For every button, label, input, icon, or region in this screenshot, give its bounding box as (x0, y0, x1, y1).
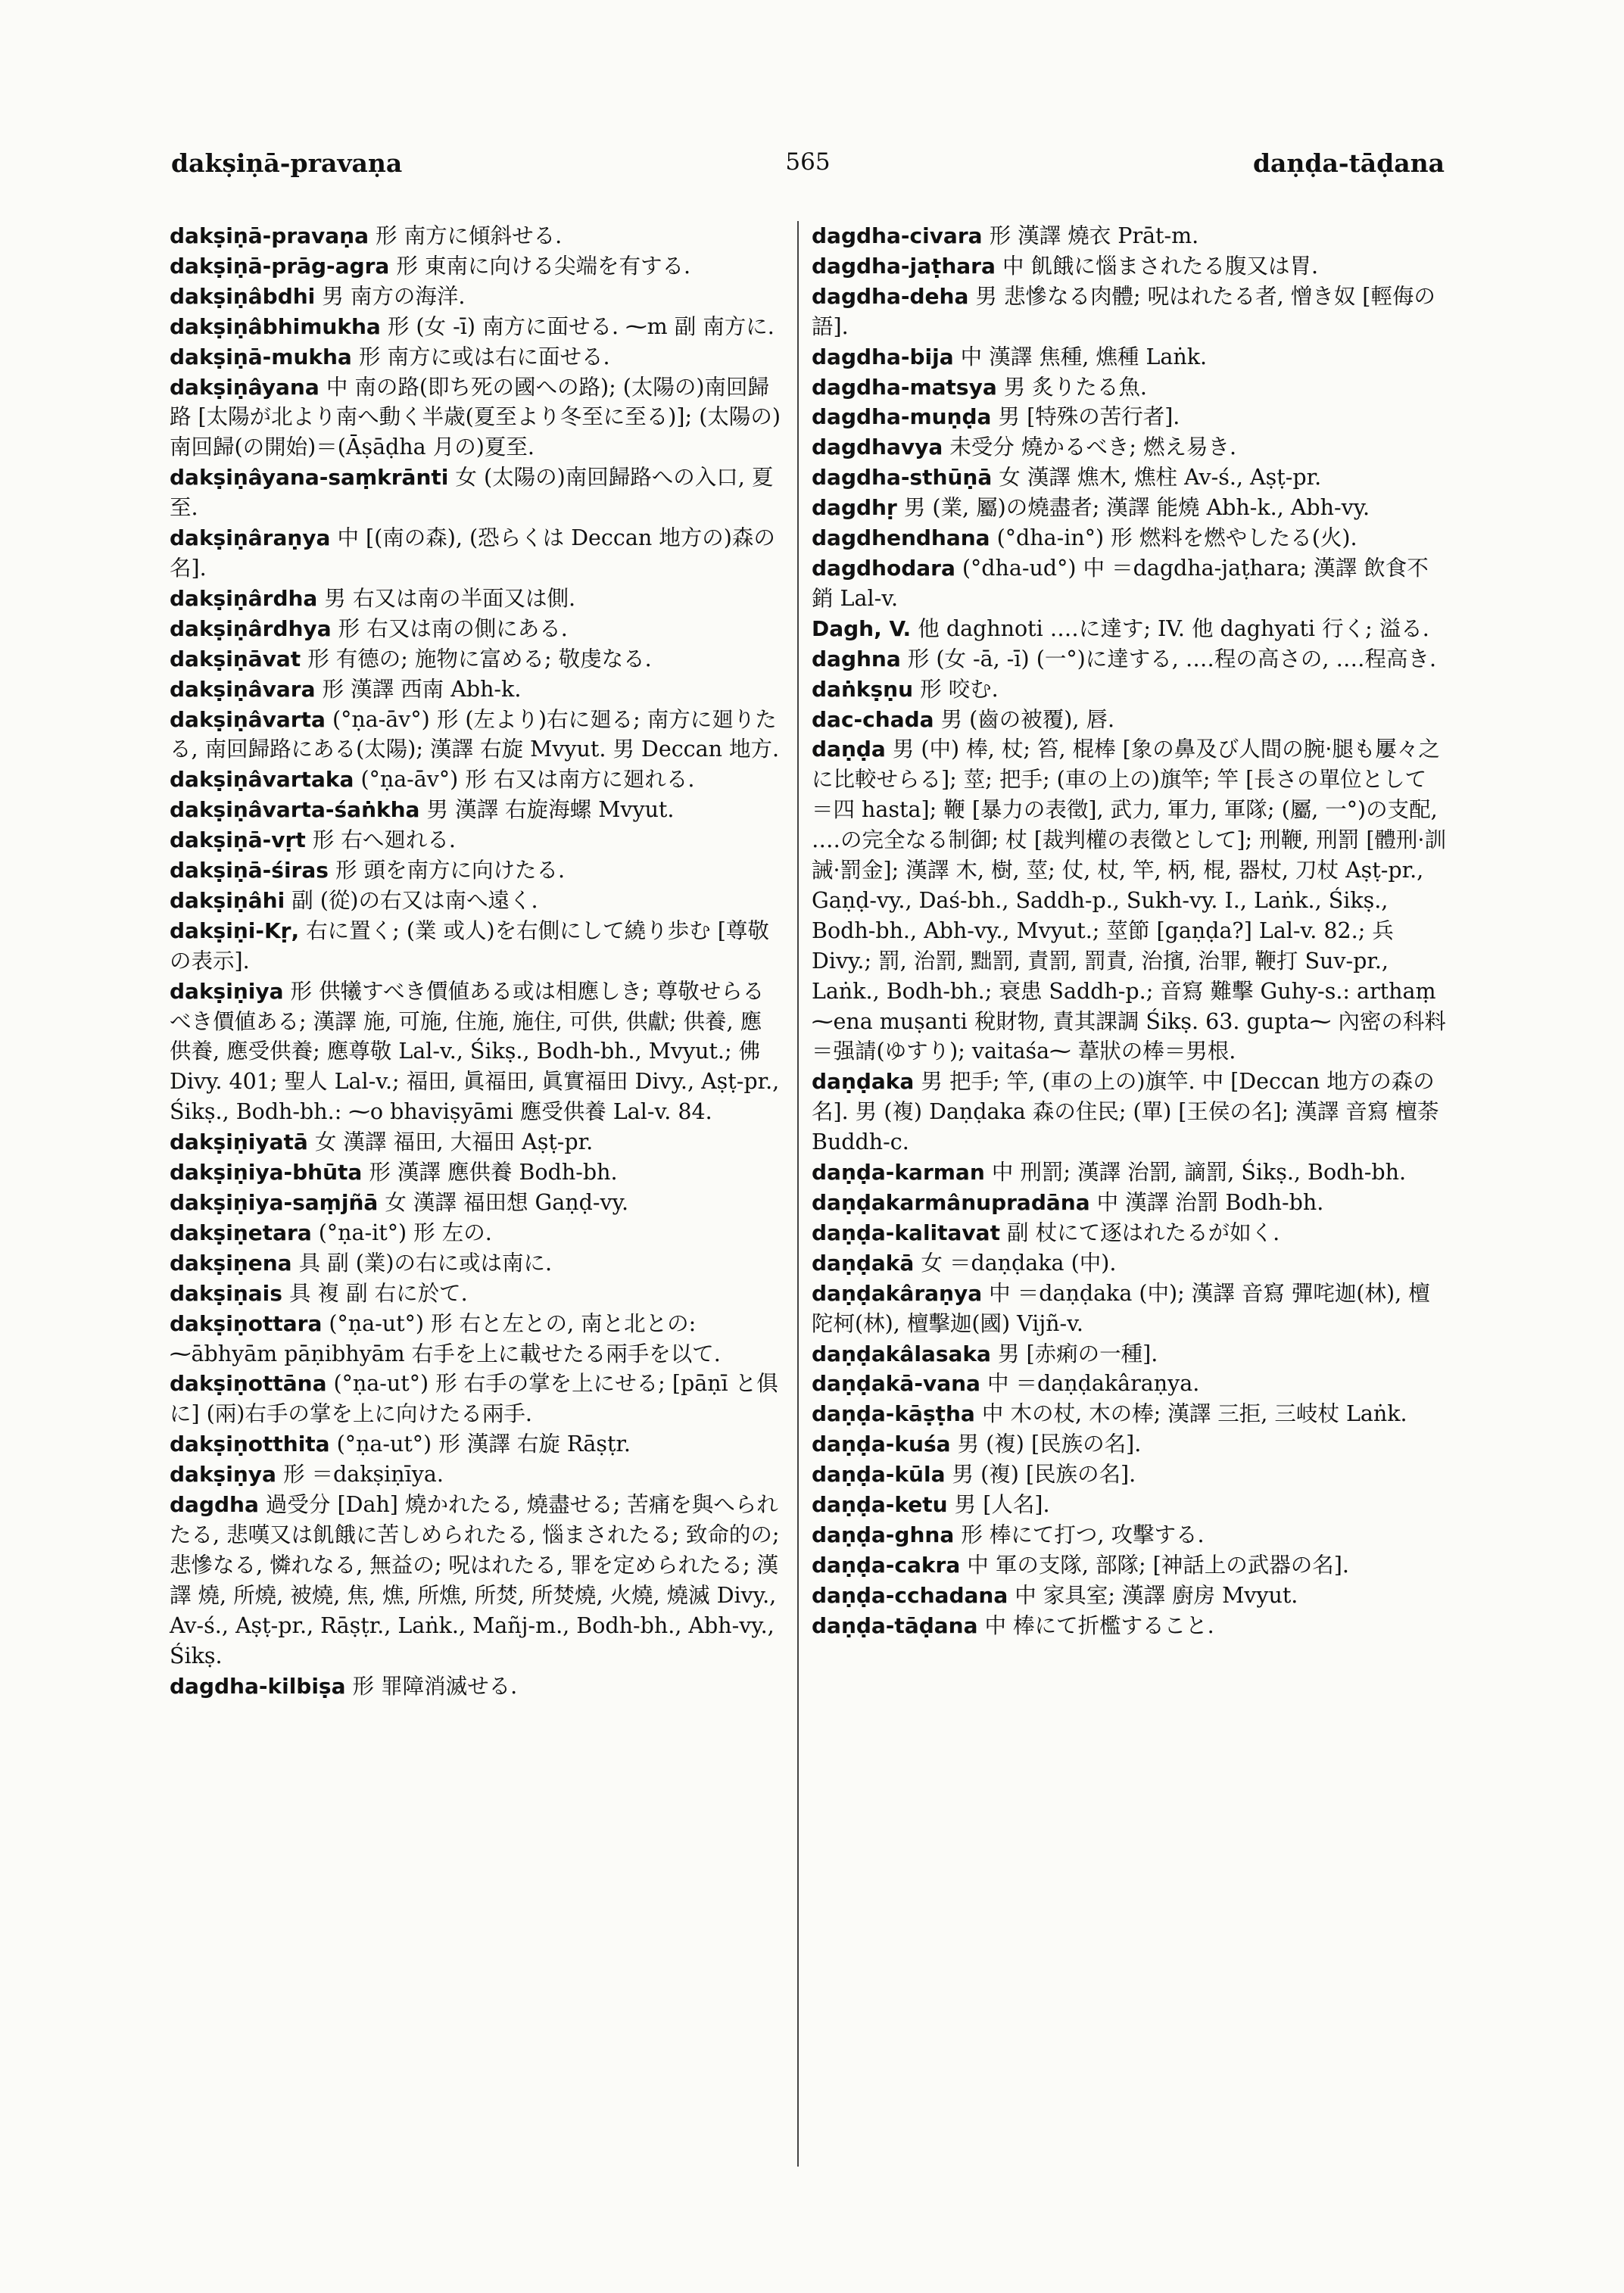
entry-definition: 形 罪障消滅せる. (345, 1673, 518, 1699)
entry-definition: 過受分 [Dah] 燒かれたる, 燒盡せる; 苦痛を與へられたる, 悲嘆又は飢餓に苦しめられたる, 惱まされたる; 致命的の; 悲慘なる, 憐れなる, 無益の; 呪はれたる, 罪を定められたる; 漢譯 燒, 所燒, 被燒, 焦, 燋, 所燋, 所焚, 所焚燒, 火燒, 燒滅 Divy., Av-ś., Aṣṭ-pr., Rāṣṭr., Laṅk., Mañj-m., Bodh-bh., Abh-vy., Śikṣ. (170, 1492, 780, 1668)
dictionary-entry (170, 916, 783, 977)
entry-headword: daṇḍakarmânupradāna (812, 1190, 1090, 1215)
dictionary-entry (812, 1218, 1448, 1248)
entry-definition: 女 漢譯 福田, 大福田 Aṣṭ-pr. (307, 1129, 594, 1155)
entry-headword: dakṣiṇais (170, 1280, 282, 1306)
dictionary-entry (812, 1188, 1448, 1218)
dictionary-entry (170, 1429, 783, 1460)
dictionary-entry (170, 251, 783, 282)
entry-definition: 男 (複) [民族の名]. (945, 1462, 1136, 1488)
dictionary-entry (170, 523, 783, 584)
dictionary-entry (170, 1157, 783, 1188)
entry-headword: dakṣiṇā-vṛt (170, 827, 306, 853)
entry-definition: 形 漢譯 西南 Abh-k. (315, 676, 522, 702)
left-column (170, 221, 783, 1701)
dictionary-entry (812, 282, 1448, 342)
entry-headword: daṇḍakâlasaka (812, 1341, 991, 1366)
entry-definition: 男 (複) [民族の名]. (950, 1432, 1142, 1457)
entry-headword: daṅkṣṇu (812, 676, 914, 702)
entry-definition: 形 (女 -ī) 南方に面せる. ⁓m 副 南方に. (380, 313, 775, 339)
entry-headword: dakṣiṇya (170, 1462, 276, 1488)
entry-definition: (°dha-in°) 形 燃料を燃やしたる(火). (990, 525, 1357, 551)
dictionary-entry (812, 221, 1448, 251)
entry-definition: (°ṇa-ut°) 形 漢譯 右旋 Rāṣṭr. (329, 1432, 631, 1457)
entry-definition: 男 [赤痢の一種]. (990, 1341, 1158, 1366)
entry-headword: dakṣiṇiya-saṃjñā (170, 1190, 379, 1215)
entry-definition: (°ṇa-āv°) 形 (左より)右に廻る; 南方に廻りたる, 南回歸路にある(太陽); 漢譯 右旋 Mvyut. 男 Deccan 地方. (170, 706, 780, 762)
dictionary-entry (812, 432, 1448, 463)
dictionary-entry (170, 463, 783, 523)
entry-definition: 形 棒にて打つ, 攻擊する. (954, 1522, 1205, 1547)
entry-definition: 形 頭を南方に向けたる. (328, 858, 566, 883)
entry-definition: 男 漢譯 右旋海螺 Mvyut. (419, 797, 675, 823)
dictionary-entry (170, 312, 783, 342)
entry-definition: 中 漢譯 焦種, 燋種 Laṅk. (953, 344, 1208, 369)
entry-headword: daṇḍa-ghna (812, 1522, 955, 1547)
entry-definition: 男 炙りたる魚. (996, 374, 1147, 400)
entry-definition: 形 南方に傾斜せる. (369, 223, 563, 248)
dictionary-entry (812, 493, 1448, 523)
entry-headword: dagdha-matsya (812, 374, 997, 400)
entry-definition: 中 漢譯 治罰 Bodh-bh. (1089, 1190, 1324, 1215)
entry-headword: dakṣiṇiya (170, 978, 284, 1004)
entry-definition: 形 漢譯 應供養 Bodh-bh. (362, 1160, 618, 1185)
dictionary-entry (812, 705, 1448, 735)
entry-definition: 女 漢譯 燋木, 燋柱 Av-ś., Aṣṭ-pr. (992, 465, 1322, 491)
dictionary-entry (170, 644, 783, 675)
entry-headword: dakṣiṇâbdhi (170, 283, 316, 309)
entry-headword: dakṣiṇâvarta-śaṅkha (170, 797, 420, 823)
dictionary-entry (812, 1339, 1448, 1369)
entry-definition: (°ṇa-āv°) 形 右又は南方に廻れる. (354, 767, 695, 793)
entry-headword: dakṣiṇâyana-saṃkrānti (170, 465, 449, 491)
entry-headword: dakṣiṇârdhya (170, 615, 332, 641)
dictionary-entry (812, 1460, 1448, 1490)
entry-definition: 形 東南に向ける尖端を有する. (389, 253, 691, 279)
entry-definition: 具 副 (業)の右に或は南に. (291, 1250, 553, 1276)
entry-definition: 中 棒にて折檻すること. (977, 1612, 1214, 1638)
entry-headword: daṇḍa-ketu (812, 1492, 948, 1518)
dictionary-entry (170, 705, 783, 765)
entry-headword: dakṣiṇena (170, 1250, 292, 1276)
column-divider (797, 221, 799, 2167)
entry-definition: 男 [人名]. (947, 1492, 1050, 1518)
dictionary-entry (812, 614, 1448, 644)
dictionary-entry (170, 1460, 783, 1490)
dictionary-entry (812, 675, 1448, 705)
entry-definition: 男 悲慘なる肉體; 呪はれたる者, 憎き奴 [輕侮の語]. (812, 283, 1435, 339)
entry-definition: 形 有德の; 施物に富める; 敬虔なる. (301, 646, 652, 671)
entry-headword: dakṣiṇetara (170, 1220, 312, 1245)
entry-headword: dakṣiṇottara (170, 1310, 323, 1336)
dictionary-entry (170, 342, 783, 372)
entry-headword: daghna (812, 646, 901, 671)
entry-definition: 男 (中) 棒, 杖; 笞, 棍棒 [象の鼻及び人間の腕·腿も屢々之に比較せらる]; 莖; 把手; (車の上の)旗竿; 竿 [長さの單位として＝四 hasta]; 鞭 [暴力の表徵], 武力, 軍力, 軍隊; (屬, 一°)の支配, ‥‥の完全なる制御; 杖 [裁判權の表徵として]; 刑鞭, 刑罰 [體刑·訓誡·罰金]; 漢譯 木, 樹, 莖; 仗, 杖, 竿, 柄, 棍, 器杖, 刀杖 Aṣṭ-pr., Gaṇḍ-vy., Daś-bh., Saddh-p., Sukh-vy. I., Laṅk., Śikṣ., Bodh-bh., Abh-vy., Mvyut.; 莖節 [gaṇḍa?] Lal-v. 82.; 兵 Divy.; 罰, 治罰, 黜罰, 責罰, 罰責, 治擯, 治罪, 鞭打 Suv-pr., Laṅk., Bodh-bh.; 衰患 Saddh-p.; 音寫 難擊 Guhy-s.: arthaṃ ⁓ena muṣanti 稅財物, 責其課調 Śikṣ. 63. gupta⁓ 內密の科料＝强請(ゆすり); vaitaśa⁓ 葦狀の棒＝男根. (812, 737, 1446, 1064)
right-column (812, 221, 1448, 1641)
right-guide-word: daṇḍa-tāḍana (1252, 148, 1445, 178)
entry-headword: Dagh, V. (812, 615, 912, 641)
entry-headword: daṇḍa-kalitavat (812, 1220, 1000, 1245)
entry-definition: 男 把手; 竿, (車の上の)旗竿. 中 [Deccan 地方の森の名]. 男 (複) Daṇḍaka 森の住民; (單) [王侯の名]; 漢譯 音寫 檀荼 Buddh-c. (812, 1069, 1439, 1155)
dictionary-entry (170, 1248, 783, 1279)
entry-definition: 男 (齒の被覆), 唇. (934, 706, 1115, 732)
dictionary-entry (812, 463, 1448, 493)
entry-definition: 未受分 燒かるべき; 燃え易き. (943, 435, 1237, 460)
entry-headword: daṇḍa-cakra (812, 1552, 961, 1578)
entry-headword: daṇḍakā (812, 1250, 915, 1276)
entry-definition: 右に置く; (業 或人)を右側にして繞り歩む [尊敬の表示]. (170, 918, 769, 974)
entry-headword: dakṣiṇâyana (170, 374, 320, 400)
entry-headword: daṇḍaka (812, 1069, 915, 1095)
entry-headword: dakṣiṇotthita (170, 1432, 330, 1457)
dictionary-entry (812, 523, 1448, 553)
dictionary-entry (812, 1490, 1448, 1520)
entry-definition: 副 杖にて逐はれたるが如く. (999, 1220, 1280, 1245)
page-header (171, 148, 1445, 194)
entry-definition: 形 咬む. (913, 676, 999, 702)
entry-headword: dagdha-civara (812, 223, 983, 248)
entry-definition: 形 南方に或は右に面せる. (351, 344, 610, 369)
entry-headword: daṇḍa-kāṣṭha (812, 1401, 975, 1427)
dictionary-entry (812, 1369, 1448, 1399)
entry-definition: 中 ＝daṇḍaka (中); 漢譯 音寫 彈咤迦(林), 檀陀柯(林), 檀擊迦(國) Vijñ-v. (812, 1280, 1430, 1336)
entry-definition: 他 daghnoti ‥‥に達す; IV. 他 daghyati 行く; 溢る. (911, 615, 1429, 641)
entry-headword: dakṣiṇâbhimukha (170, 313, 381, 339)
dictionary-entry (812, 372, 1448, 403)
entry-headword: dakṣiṇā-śiras (170, 858, 329, 883)
entry-headword: dakṣiṇiya-bhūta (170, 1160, 363, 1185)
entry-definition: 男 南方の海洋. (315, 283, 466, 309)
entry-headword: daṇḍa-tāḍana (812, 1612, 978, 1638)
entry-headword: dakṣiṇā-prāg-agra (170, 253, 390, 279)
dictionary-entry (170, 1218, 783, 1248)
entry-definition: 中 南の路(即ち死の國への路); (太陽の)南回歸路 [太陽が北より南へ動く半歳(夏至より冬至に至る)]; (太陽の)南回歸(の開始)＝(Āṣāḍha 月の)夏至. (170, 374, 781, 460)
entry-headword: dakṣiṇāvat (170, 646, 301, 671)
entry-definition: 形 右又は南の側にある. (331, 615, 568, 641)
entry-headword: daṇḍakâraṇya (812, 1280, 983, 1306)
entry-headword: daṇḍa-kūla (812, 1462, 946, 1488)
dictionary-entry (812, 734, 1448, 1067)
dictionary-entry (170, 1671, 783, 1702)
dictionary-entry (812, 644, 1448, 675)
dictionary-entry (170, 1309, 783, 1369)
entry-headword: daṇḍakā-vana (812, 1371, 980, 1397)
dictionary-entry (812, 1279, 1448, 1339)
dictionary-entry (170, 886, 783, 916)
entry-headword: dakṣiṇâhi (170, 887, 285, 913)
entry-definition: 男 (業, 屬)の燒盡者; 漢譯 能燒 Abh-k., Abh-vy. (896, 495, 1370, 521)
dictionary-entry (170, 372, 783, 463)
dictionary-entry (170, 221, 783, 251)
entry-definition: 形 供犧すべき價値ある或は相應しき; 尊敬せらるべき價値ある; 漢譯 施, 可施, 住施, 施住, 可供, 供獻; 供養, 應供養, 應受供養; 應尊敬 Lal-v., Śikṣ., Bodh-bh., Mvyut.; 佛 Divy. 401; 聖人 Lal-v.; 福田, 眞福田, 眞實福田 Divy., Aṣṭ-pr., Śikṣ., Bodh-bh.: ⁓o bhaviṣyāmi 應受供養 Lal-v. 84. (170, 978, 780, 1125)
dictionary-entry (812, 1429, 1448, 1460)
entry-headword: dakṣiṇâvartaka (170, 767, 354, 793)
dictionary-entry (170, 855, 783, 886)
dictionary-entry (812, 1611, 1448, 1641)
entry-definition: 副 (從)の右又は南へ遠く. (285, 887, 538, 913)
entry-definition: (°ṇa-it°) 形 左の. (311, 1220, 492, 1245)
entry-definition: (°ṇa-ut°) 形 右手の掌を上にせる; [pāṇī と俱に] (兩)右手の掌を上に向けたる兩手. (170, 1371, 778, 1427)
dictionary-entry (170, 765, 783, 795)
entry-headword: dagdha-jaṭhara (812, 253, 996, 279)
entry-headword: dagdha-bija (812, 344, 954, 369)
entry-definition: 中 ＝daṇḍakâraṇya. (980, 1371, 1200, 1397)
entry-definition: 形 (女 -ā, -ī) (一°)に達する, ‥‥程の高さの, ‥‥程高き. (900, 646, 1437, 671)
dictionary-entry (812, 1248, 1448, 1279)
dictionary-entry (812, 1157, 1448, 1188)
dictionary-entry (170, 675, 783, 705)
entry-definition: 中 家具室; 漢譯 廚房 Mvyut. (1008, 1582, 1298, 1608)
dictionary-entry (812, 553, 1448, 614)
page-number: 565 (785, 148, 831, 176)
entry-headword: dakṣiṇottāna (170, 1371, 327, 1397)
entry-headword: dakṣiṇā-pravaṇa (170, 223, 369, 248)
dictionary-entry (170, 977, 783, 1128)
entry-definition: 形 右へ廻れる. (305, 827, 456, 853)
entry-definition: 具 複 副 右に於て. (282, 1280, 468, 1306)
dictionary-entry (812, 1550, 1448, 1581)
dictionary-entry (170, 1127, 783, 1157)
entry-definition: 男 右又は南の半面又は側. (317, 585, 576, 611)
entry-headword: dakṣiṇiyatā (170, 1129, 308, 1155)
entry-headword: dagdhavya (812, 435, 943, 460)
dictionary-entry (170, 614, 783, 644)
entry-headword: dakṣiṇi-Kṛ, (170, 918, 300, 943)
entry-headword: dakṣiṇâraṇya (170, 525, 331, 551)
dictionary-entry (170, 825, 783, 855)
left-guide-word: dakṣiṇā-pravaṇa (171, 148, 403, 178)
entry-definition: 中 刑罰; 漢譯 治罰, 謫罰, Śikṣ., Bodh-bh. (984, 1160, 1407, 1185)
entry-headword: dakṣiṇâvarta (170, 706, 326, 732)
entry-definition: 男 [特殊の苦行者]. (991, 404, 1180, 430)
dictionary-entry (170, 282, 783, 312)
entry-headword: dagdhṛ (812, 495, 897, 521)
entry-headword: dagdhendhana (812, 525, 990, 551)
dictionary-entry (812, 402, 1448, 432)
entry-headword: dac-chada (812, 706, 934, 732)
entry-definition: (°ṇa-ut°) 形 右と左との, 南と北との: ⁓ābhyām pāṇibhyām 右手を上に載せたる兩手を以て. (170, 1310, 721, 1366)
entry-definition: 中 軍の支隊, 部隊; [神話上の武器の名]. (960, 1552, 1349, 1578)
entry-headword: daṇḍa-cchadana (812, 1582, 1008, 1608)
dictionary-entry (812, 1399, 1448, 1429)
entry-headword: dagdha (170, 1492, 259, 1518)
entry-headword: dagdha-muṇḍa (812, 404, 992, 430)
dictionary-entry (170, 584, 783, 614)
entry-headword: daṇḍa-kuśa (812, 1432, 951, 1457)
entry-headword: dagdhodara (812, 555, 955, 581)
dictionary-entry (812, 342, 1448, 372)
entry-definition: (°dha-ud°) 中 ＝dagdha-jaṭhara; 漢譯 飲食不銷 Lal-v. (812, 555, 1429, 611)
entry-headword: dakṣiṇârdha (170, 585, 318, 611)
entry-definition: 形 ＝dakṣiṇīya. (276, 1462, 444, 1488)
dictionary-entry (812, 1067, 1448, 1157)
entry-headword: dakṣiṇâvara (170, 676, 316, 702)
dictionary-entry (170, 1369, 783, 1429)
entry-headword: dagdha-deha (812, 283, 969, 309)
entry-headword: dagdha-kilbiṣa (170, 1673, 346, 1699)
entry-definition: 女 漢譯 福田想 Gaṇḍ-vy. (378, 1190, 628, 1215)
entry-definition: 女 (太陽の)南回歸路への入口, 夏至. (170, 465, 774, 521)
entry-definition: 中 飢餓に惱まされたる腹又は胃. (995, 253, 1319, 279)
entry-definition: 女 ＝daṇḍaka (中). (914, 1250, 1117, 1276)
dictionary-entry (812, 1520, 1448, 1550)
dictionary-entry (170, 1490, 783, 1671)
entry-definition: 形 漢譯 燒衣 Prāt-m. (982, 223, 1199, 248)
entry-definition: 中 木の杖, 木の棒; 漢譯 三拒, 三岐杖 Laṅk. (974, 1401, 1407, 1427)
dictionary-entry (170, 1279, 783, 1309)
dictionary-entry (170, 1188, 783, 1218)
entry-definition: 中 [(南の森), (恐らくは Deccan 地方の)森の名]. (170, 525, 775, 581)
dictionary-entry (170, 795, 783, 825)
entry-headword: dagdha-sthūṇā (812, 465, 993, 491)
dictionary-entry (812, 1581, 1448, 1611)
entry-headword: daṇḍa (812, 737, 886, 762)
entry-headword: dakṣiṇā-mukha (170, 344, 352, 369)
dictionary-entry (812, 251, 1448, 282)
entry-headword: daṇḍa-karman (812, 1160, 985, 1185)
